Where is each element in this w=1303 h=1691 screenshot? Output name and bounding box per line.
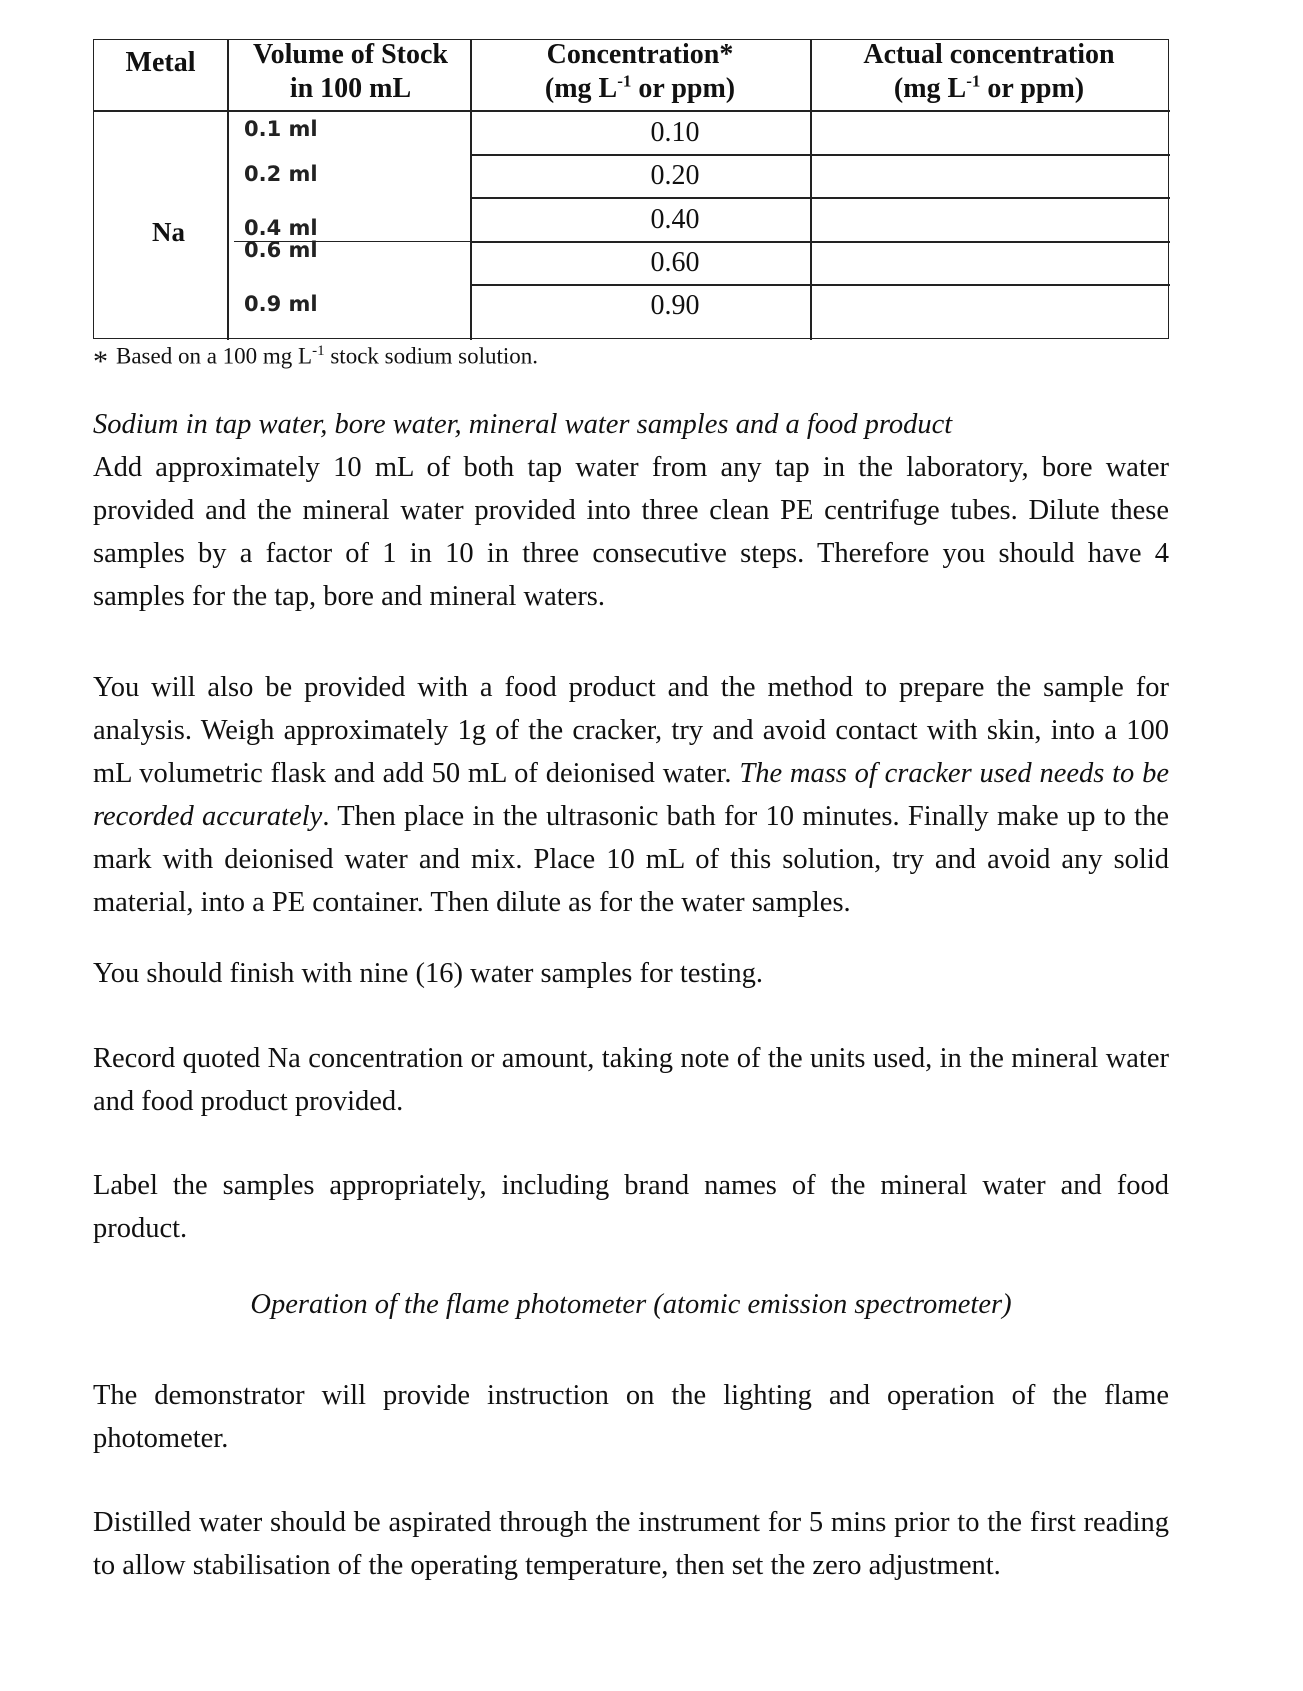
- operation-heading: Operation of the flame photometer (atomic emission spectrometer): [250, 1289, 1012, 1320]
- volume-cell: 0.6 ml: [244, 238, 318, 262]
- table-row-divider: [470, 197, 1170, 199]
- volume-cell: 0.1 ml: [244, 117, 318, 141]
- table-row-divider: [470, 241, 1170, 243]
- concentration-cell: 0.20: [650, 160, 700, 191]
- header-actual-concentration: Actual concentration (mg $L^{-1}$ or ppm): [863, 39, 1115, 104]
- concentration-cell: 0.90: [650, 290, 700, 321]
- sodium-heading: Sodium in tap water, bore water, mineral water samples and a food product: [93, 409, 953, 440]
- header-metal: Metal: [125, 47, 196, 78]
- volume-cell: 0.4 ml: [244, 216, 318, 240]
- concentration-cell: 0.10: [650, 117, 700, 148]
- sodium-section: [93, 403, 1169, 618]
- header-volume: Volume of Stock in 100 mL: [253, 39, 448, 104]
- label-paragraph: Label the samples appropriately, including brand names of the mineral water and food product.: [93, 1170, 1169, 1244]
- food-mass-note: The mass of cracker used needs to be recorded accurately: [93, 758, 1169, 832]
- header-concentration: Concentration* (mg $L^{-1}$ or ppm): [544, 39, 736, 104]
- sodium-text: Add approximately 10 mL of both tap water from any tap in the laboratory, bore water provided and the mineral water provided into three clean PE centrifuge tubes. Dilute these samples by a factor of 1 in 10 in three consecutive steps. Therefore you should have 4 samples for the tap, bore and mineral waters.: [93, 452, 1169, 612]
- finish-paragraph: You should finish with nine (16) water samples for testing.: [93, 958, 763, 989]
- table-footnote: * Based on a 100 mg $L^{-1}$ stock sodium solution.: [93, 343, 539, 378]
- metal-cell: Na: [152, 217, 185, 247]
- concentration-cell: 0.60: [650, 247, 700, 278]
- concentration-cell: 0.40: [650, 204, 700, 235]
- volume-cell: 0.9 ml: [244, 292, 318, 316]
- record-paragraph: Record quoted Na concentration or amount, taking note of the units used, in the mineral water and food product provided.: [93, 1043, 1169, 1117]
- table-header-divider: [94, 110, 1170, 112]
- table-row-divider: [470, 154, 1170, 156]
- demonstrator-paragraph: The demonstrator will provide instruction on the lighting and operation of the flame photometer.: [93, 1380, 1169, 1454]
- table-row-divider: [470, 284, 1170, 286]
- volume-cell: 0.2 ml: [244, 162, 318, 186]
- food-product-paragraph: You will also be provided with a food product and the method to prepare the sample for analysis. Weigh approximately 1g of the cracker, try and avoid contact with skin, into a 100 mL volumetric flask and add 50 mL of deionised water. The mass of cracker used needs to be recorded accurately. Then place in the ultrasonic bath for 10 minutes. Finally make up to the mark with deionised water and mix. Place 10 mL of this solution, try and avoid any solid material, into a PE container. Then dilute as for the water samples.: [93, 672, 1169, 918]
- distilled-water-paragraph: Distilled water should be aspirated through the instrument for 5 mins prior to the first reading to allow stabilisation of the operating temperature, then set the zero adjustment.: [93, 1507, 1169, 1581]
